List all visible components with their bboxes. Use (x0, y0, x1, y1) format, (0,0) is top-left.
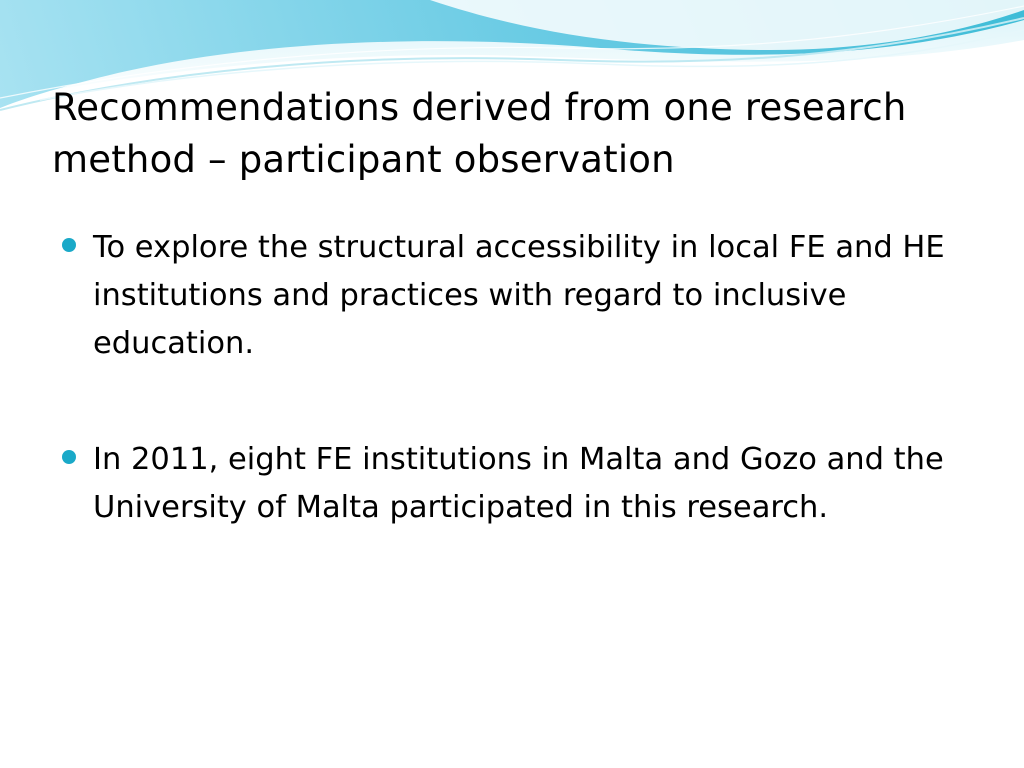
bullet-text: In 2011, eight FE institutions in Malta and Gozo and the University of Malta participated in this research. (93, 442, 944, 525)
bullet-dot-icon (62, 450, 76, 464)
slide-title: Recommendations derived from one research method – participant observation (52, 86, 907, 181)
bullet-list (62, 224, 962, 532)
bullet-item (62, 436, 962, 532)
bullet-dot-icon (62, 238, 76, 252)
bullet-item (62, 224, 962, 368)
bullet-text: To explore the structural accessibility in local FE and HE institutions and practices with regard to inclusive education. (93, 230, 945, 361)
